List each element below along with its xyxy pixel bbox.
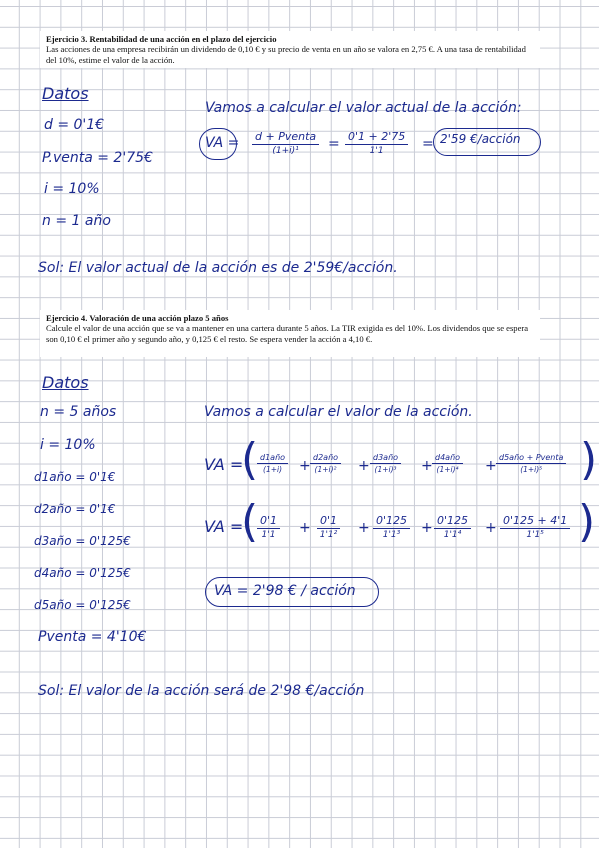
ex3-formula-denominator: (1+i)¹ bbox=[272, 146, 299, 156]
ex4-value3-numerator: 0'125 bbox=[373, 514, 410, 529]
ex4-value3-denominator: 1'1³ bbox=[382, 530, 401, 540]
ex4-close-paren-1: ) bbox=[580, 434, 598, 485]
ex4-value4-denominator: 1'1⁴ bbox=[443, 530, 462, 540]
ex4-value4-numerator: 0'125 bbox=[434, 514, 471, 529]
ex4-open-paren-2: ( bbox=[241, 496, 259, 547]
ex4-intro-line: Vamos a calcular el valor de la acción. bbox=[204, 404, 473, 420]
ex3-solution: Sol: El valor actual de la acción es de 2'59€/acción. bbox=[38, 260, 398, 276]
ex3-values-denominator: 1'1 bbox=[369, 146, 384, 156]
ex4-term4-denominator: (1+i)⁴ bbox=[436, 465, 459, 474]
ex3-equals-1: = bbox=[328, 136, 340, 152]
exercise-3-text: Las acciones de una empresa recibirán un dividendo de 0,10 € y su precio de venta en un año se valora en 2,75 €. A una tasa de rentabilidad del 10%, estime el valor de la acción. bbox=[46, 44, 526, 65]
ex4-term5-fraction bbox=[496, 453, 566, 474]
ex3-periods: n = 1 año bbox=[42, 213, 111, 229]
ex4-plus-2c: + bbox=[421, 520, 433, 536]
exercise-3-title: Ejercicio 3. Rentabilidad de una acción en el plazo del ejercicio bbox=[46, 34, 277, 44]
ex4-term4-fraction bbox=[432, 453, 463, 474]
ex4-periods: n = 5 años bbox=[40, 404, 117, 420]
ex4-term4-numerator: d4año bbox=[432, 453, 463, 464]
ex4-plus-1a: + bbox=[299, 458, 311, 474]
ex3-datos-heading: Datos bbox=[42, 84, 89, 103]
exercise-3-statement bbox=[40, 31, 540, 68]
ex4-term3-numerator: d3año bbox=[370, 453, 401, 464]
ex4-term2-denominator: (1+i)² bbox=[314, 465, 337, 474]
ex4-plus-1d: + bbox=[485, 458, 497, 474]
ex4-value4-fraction bbox=[434, 514, 471, 540]
ex4-plus-2b: + bbox=[358, 520, 370, 536]
ex4-dividend-2: d2año = 0'1€ bbox=[34, 502, 116, 516]
ex4-value1-fraction bbox=[257, 514, 280, 540]
ex4-plus-1c: + bbox=[421, 458, 433, 474]
ex3-formula-fraction bbox=[252, 130, 319, 156]
ex4-value2-fraction bbox=[317, 514, 340, 540]
ex4-value5-denominator: 1'1⁵ bbox=[526, 530, 544, 540]
ex4-term3-denominator: (1+i)³ bbox=[374, 465, 397, 474]
exercise-4-title: Ejercicio 4. Valoración de una acción plazo 5 años bbox=[46, 313, 229, 323]
ex4-rate: i = 10% bbox=[40, 437, 96, 453]
ex4-term1-denominator: (1+i) bbox=[263, 465, 283, 474]
ex4-term2-numerator: d2año bbox=[310, 453, 341, 464]
ex3-equals-2: = bbox=[422, 136, 434, 152]
ex4-term2-fraction bbox=[310, 453, 341, 474]
ex4-solution: Sol: El valor de la acción será de 2'98 €/acción bbox=[38, 683, 365, 699]
ex4-value2-denominator: 1'1² bbox=[319, 530, 338, 540]
ex3-sale-price: P.venta = 2'75€ bbox=[42, 150, 153, 166]
ex4-open-paren-1: ( bbox=[241, 434, 259, 485]
ex4-sale-price: Pventa = 4'10€ bbox=[38, 629, 147, 645]
ex4-term5-denominator: (1+i)⁵ bbox=[520, 465, 543, 474]
ex4-dividend-5: d5año = 0'125€ bbox=[34, 598, 131, 612]
ex3-intro-line: Vamos a calcular el valor actual de la acción: bbox=[205, 100, 522, 116]
exercise-4-statement bbox=[40, 310, 540, 357]
ex4-value5-numerator: 0'125 + 4'1 bbox=[500, 514, 570, 529]
ex4-term3-fraction bbox=[370, 453, 401, 474]
ex4-term1-numerator: d1año bbox=[257, 453, 288, 464]
ex3-values-fraction bbox=[345, 130, 408, 156]
ex4-plus-2a: + bbox=[299, 520, 311, 536]
ex4-value3-fraction bbox=[373, 514, 410, 540]
ex3-values-numerator: 0'1 + 2'75 bbox=[345, 130, 408, 145]
ex4-dividend-1: d1año = 0'1€ bbox=[34, 470, 116, 484]
ex4-value1-numerator: 0'1 bbox=[257, 514, 280, 529]
ex4-close-paren-2: ) bbox=[578, 496, 596, 547]
ex3-rate: i = 10% bbox=[44, 181, 100, 197]
ex3-dividend: d = 0'1€ bbox=[44, 117, 105, 133]
ex4-value1-denominator: 1'1 bbox=[261, 530, 276, 540]
ex4-datos-heading: Datos bbox=[42, 373, 89, 392]
ex4-term5-numerator: d5año + Pventa bbox=[496, 453, 566, 464]
exercise-4-text: Calcule el valor de una acción que se va a mantener en una cartera durante 5 años. La TIR exigida es del 10%. Los dividendos que se espera son 0,10 € el primer año y segundo año, y 0,125 € el resto. Se espera vender la acción a 4,10 €. bbox=[46, 323, 529, 344]
ex3-formula-numerator: d + Pventa bbox=[252, 130, 319, 145]
ex4-result: VA = 2'98 € / acción bbox=[214, 583, 356, 599]
ex4-dividend-3: d3año = 0'125€ bbox=[34, 534, 131, 548]
ex4-va-label-1: VA = bbox=[204, 455, 244, 474]
ex4-plus-2d: + bbox=[485, 520, 497, 536]
ex4-plus-1b: + bbox=[358, 458, 370, 474]
ex4-value2-numerator: 0'1 bbox=[317, 514, 340, 529]
ex4-va-label-2: VA = bbox=[204, 517, 244, 536]
ex4-term1-fraction bbox=[257, 453, 288, 474]
ex4-dividend-4: d4año = 0'125€ bbox=[34, 566, 131, 580]
ex3-result: 2'59 €/acción bbox=[440, 132, 521, 146]
ex3-va-label: VA = bbox=[205, 135, 240, 151]
ex4-value5-fraction bbox=[500, 514, 570, 540]
